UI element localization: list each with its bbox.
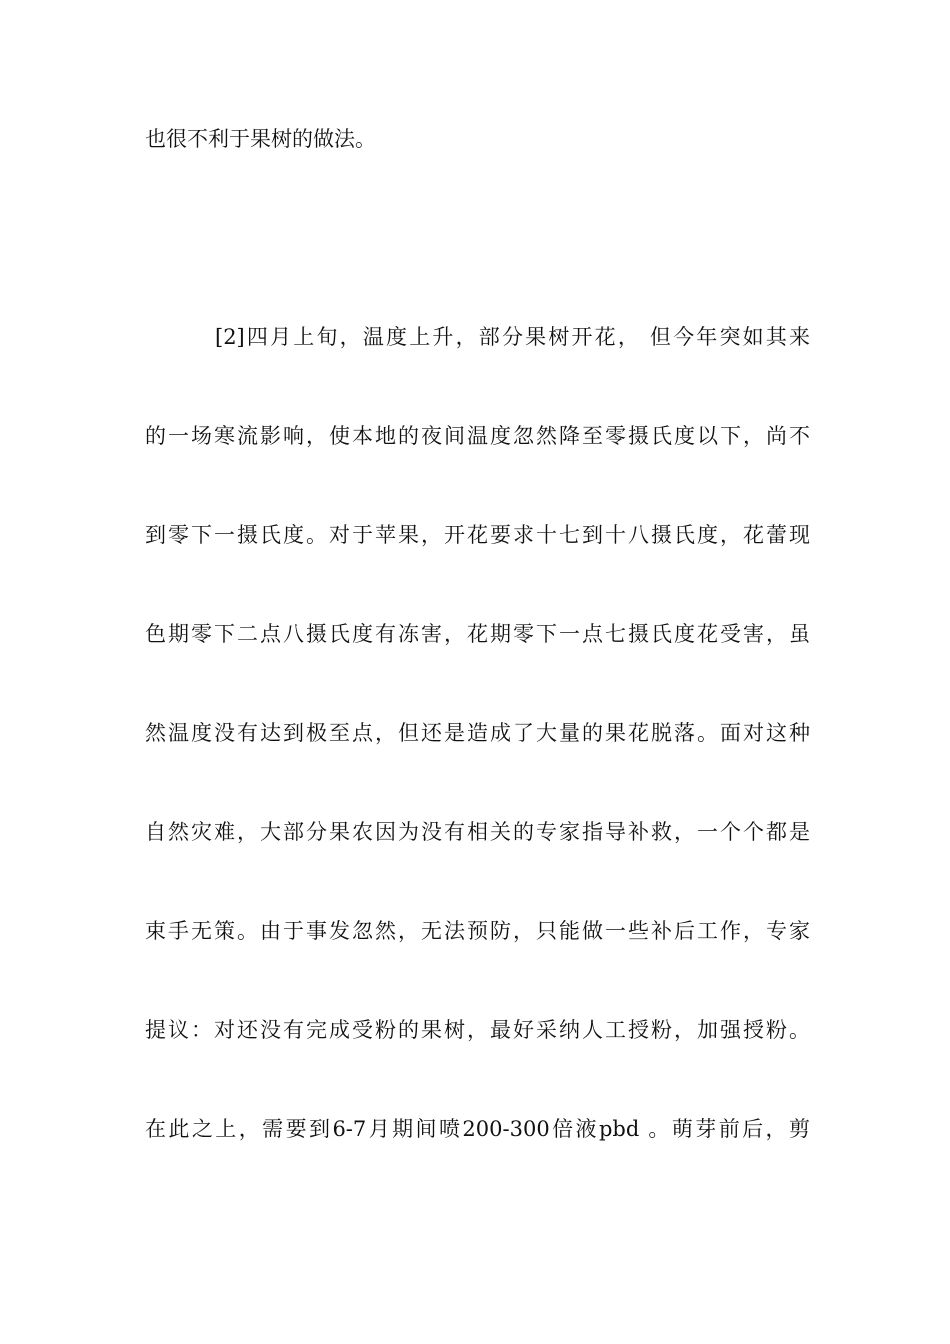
text-line-8: 束手无策。由于事发忽然，无法预防，只能做一些补后工作，专家 bbox=[145, 919, 810, 943]
text-line-7: 自然灾难，大部分果农因为没有相关的专家指导补救，一个个都是 bbox=[145, 820, 810, 844]
text-line-6: 然温度没有达到极至点，但还是造成了大量的果花脱落。面对这种 bbox=[145, 721, 810, 745]
text-line-3: 的一场寒流影响，使本地的夜间温度忽然降至零摄氏度以下，尚不 bbox=[145, 424, 810, 448]
text-line-5: 色期零下二点八摄氏度有冻害，花期零下一点七摄氏度花受害，虽 bbox=[145, 622, 810, 646]
text-line-9: 提议：对还没有完成受粉的果树，最好采纳人工授粉，加强授粉。 bbox=[145, 1018, 810, 1042]
text-line-4: 到零下一摄氏度。对于苹果，开花要求十七到十八摄氏度，花蕾现 bbox=[145, 523, 810, 547]
text-line-10: 在此之上，需要到6-7月期间喷200-300倍液pbd 。萌芽前后，剪 bbox=[145, 1117, 810, 1141]
text-line-1: 也很不利于果树的做法。 bbox=[145, 127, 376, 151]
text-line-2-paragraph-start: [2]四月上旬，温度上升，部分果树开花， 但今年突如其来 bbox=[215, 325, 810, 349]
